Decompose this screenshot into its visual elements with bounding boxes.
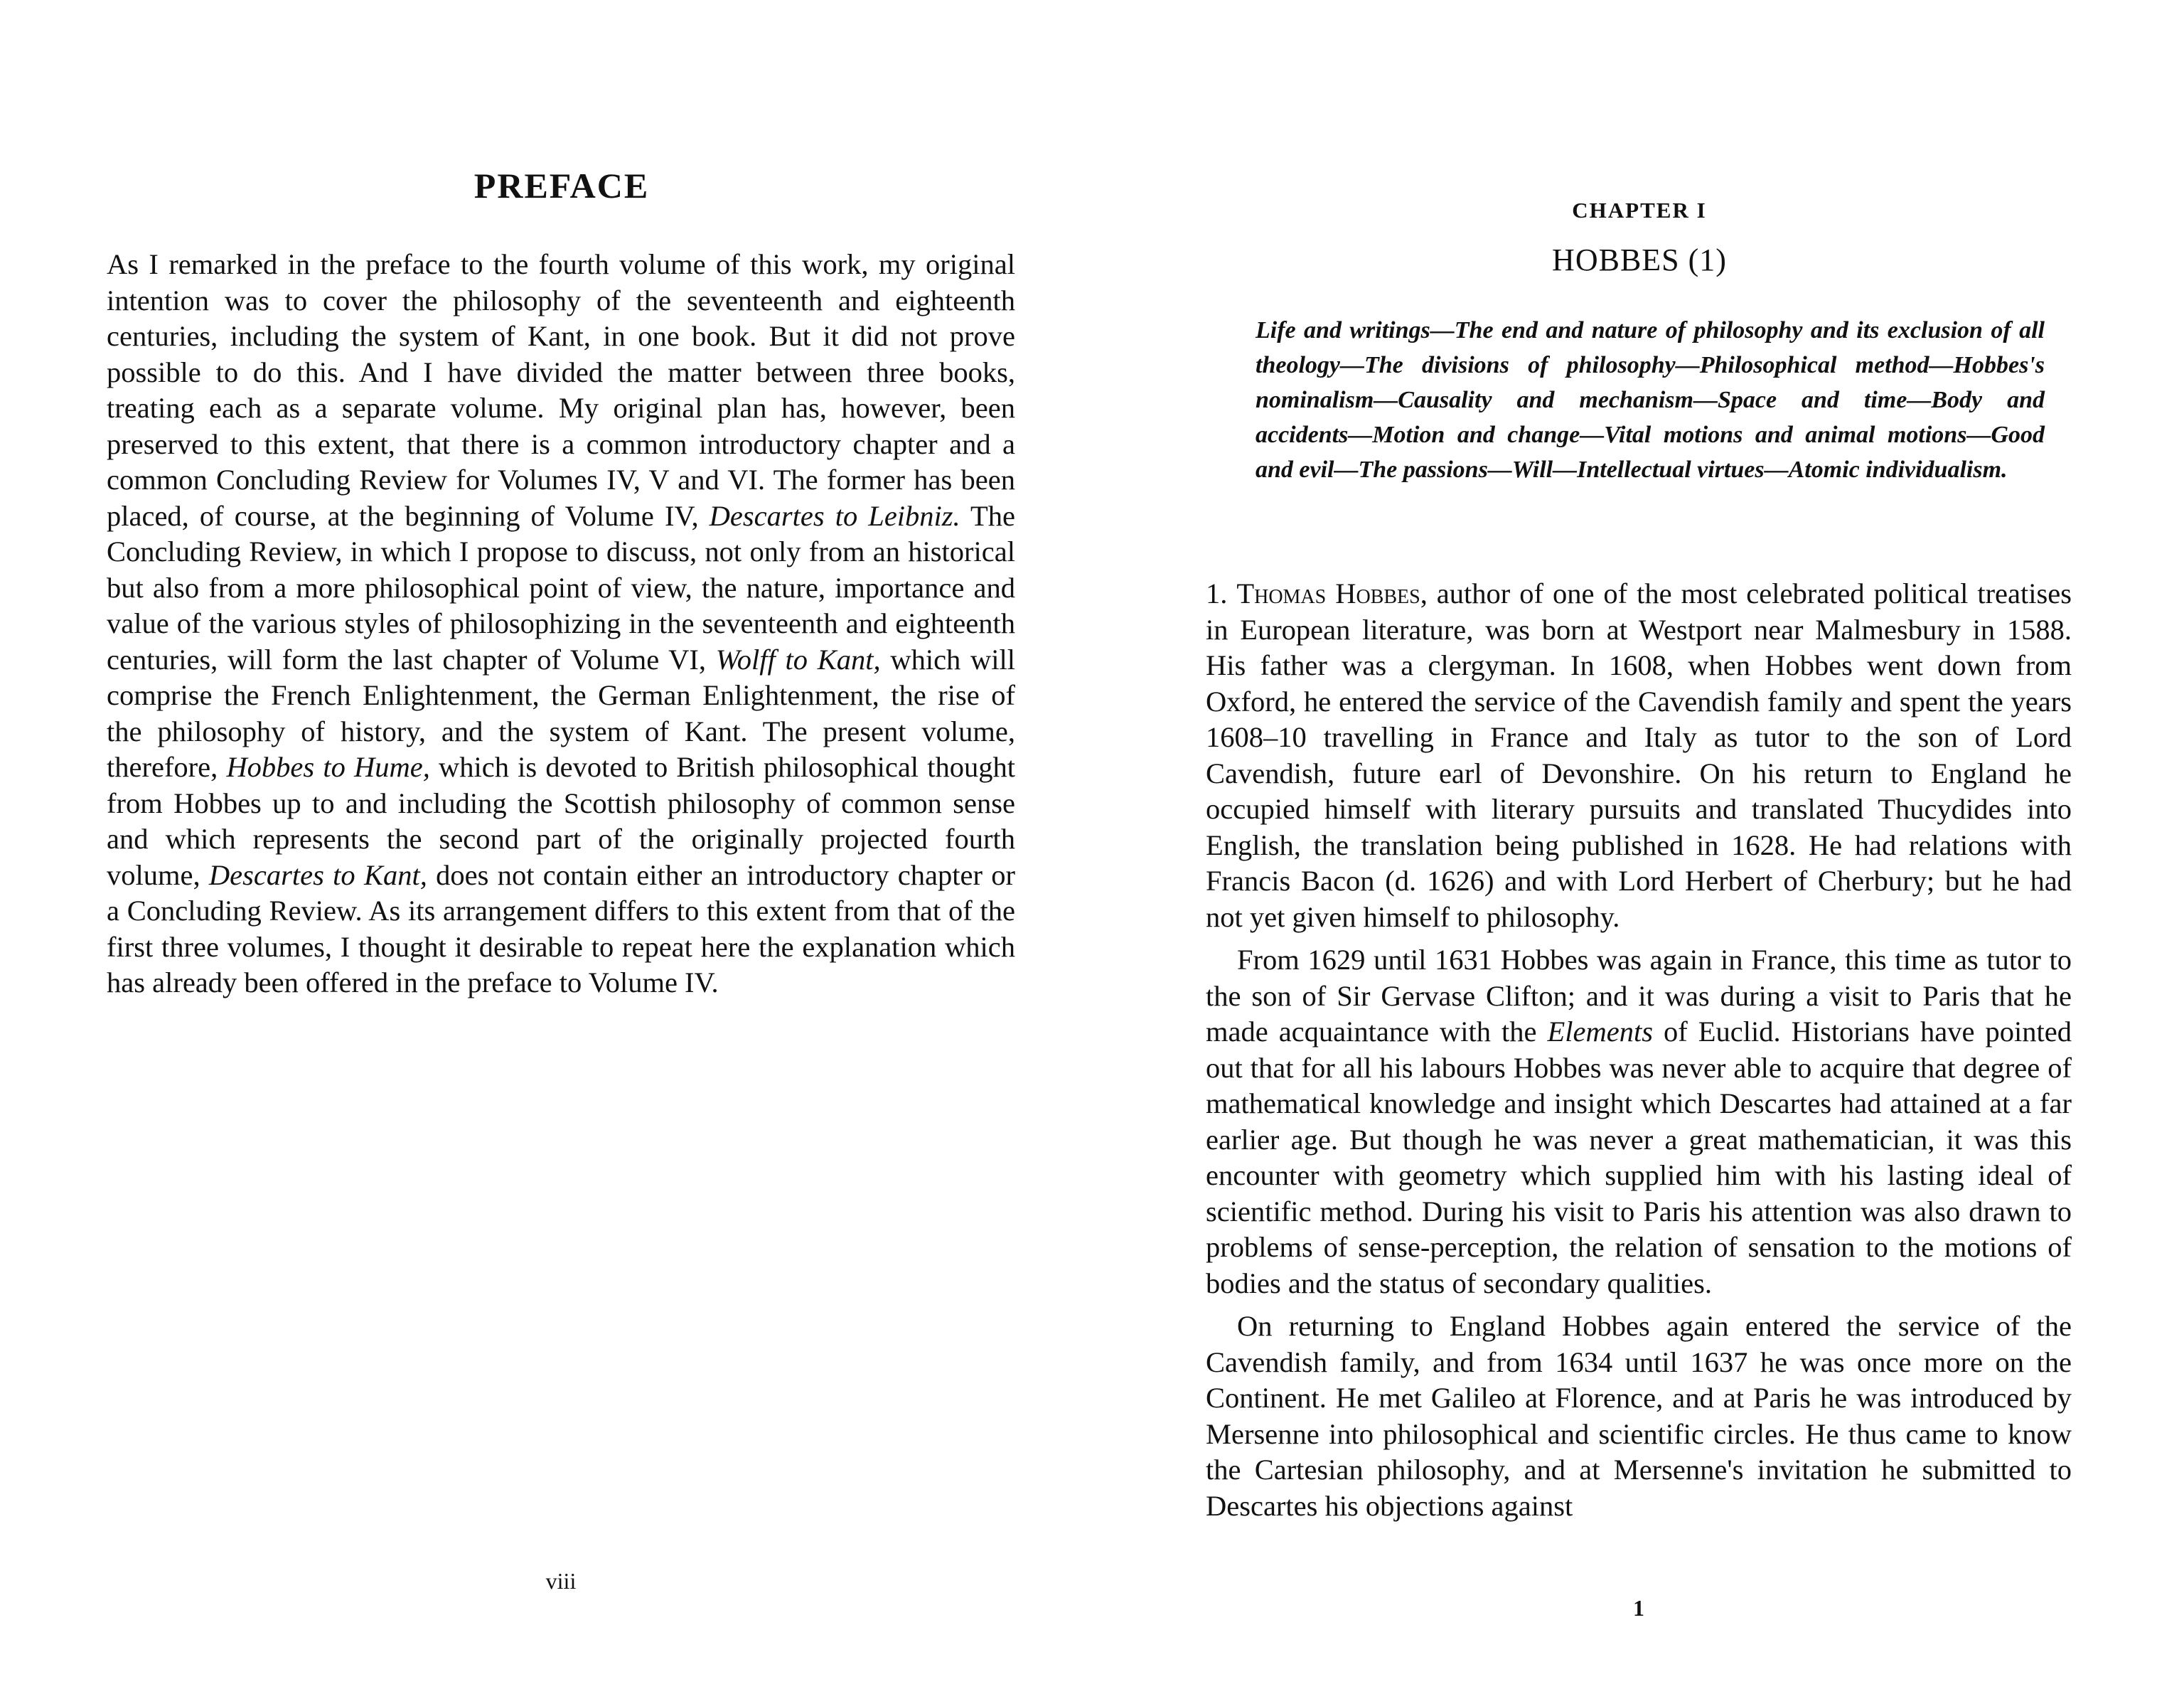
text-run: which is devoted to British philosophical thought from Hobbes up to and including the Scottish philosophy of common sense and which represents the second part of the originally projected fourth volume, <box>107 751 1015 891</box>
chapter-title: HOBBES (1) <box>1552 243 1727 277</box>
italic-text-run: Hobbes to Hume, <box>226 751 430 783</box>
chapter-paragraph <box>1206 576 2072 935</box>
text-run: The Concluding Review, in which I propose to discuss, not only from an historical but also from a more philosophical point of view, the nature, importance and value of the various styles of philosophizing in the seventeenth and eighteenth centuries, will form the last chapter of Volume VI, <box>107 499 1015 676</box>
text-run: As I remarked in the preface to the fourth volume of this work, my original intention was to cover the philosophy of the seventeenth and eighteenth centuries, including the system of Kant, in one book. But it did not prove possible to do this. And I have divided the matter between three books, treating each as a separate volume. My original plan has, however, been preserved to this extent, that there is a common introductory chapter and a common Concluding Review for Volumes IV, V and VI. The former has been placed, of course, at the beginning of Volume IV, <box>107 248 1015 532</box>
text-run: , author of one of the most celebrated political treatises in European literature, was born at Westport near Malmesbury in 1588. His father was a clergyman. In 1608, when Hobbes went down from Oxford, he entered the service of the Cavendish family and spent the years 1608–10 travelling in France and Italy as tutor to the son of Lord Cavendish, future earl of Devonshire. On his return to England he occupied himself with literary pursuits and translated Thucydides into English, the translation being published in 1628. He had relations with Francis Bacon (d. 1626) and with Lord Herbert of Cherbury; but he had not yet given himself to philosophy. <box>1206 577 2072 933</box>
text-run: of Euclid. Historians have pointed out that for all his labours Hobbes was never able to acquire that degree of mathematical knowledge and insight which Descartes had attained at a far earlier age. But though he was never a great mathematician, it was this encounter with geometry which supplied him with his lasting ideal of scientific method. During his visit to Paris his attention was also drawn to problems of sense-perception, the relation of sensation to the motions of bodies and the status of secondary qualities. <box>1206 1016 2072 1299</box>
preface-body <box>107 247 1015 1001</box>
chapter-synopsis: Life and writings—The end and nature of philosophy and its exclusion of all theology—The divisions of philosophy—Philosophical method—Hobbes's nominalism—Causality and mechanism—Space and time—Body and accidents—Motion and change—Vital motions and animal motions—Good and evil—The passions—Will—Intellectual virtues—Atomic individualism. <box>1256 317 2045 483</box>
text-run: which will comprise the French Enlightenment, the German Enlightenment, the rise of the philosophy of history, and the system of Kant. The present volume, therefore, <box>107 643 1016 783</box>
chapter-paragraph <box>1206 942 2072 1301</box>
right-page <box>1092 0 2184 1684</box>
chapter-body <box>1206 576 2072 1524</box>
text-run: On returning to England Hobbes again entered the service of the Cavendish family, and from 1634 until 1637 he was once more on the Continent. He met Galileo at Florence, and at Paris he was introduced by Mersenne into philosophical and scientific circles. He thus came to know the Cartesian philosophy, and at Mersenne's invitation he submitted to Descartes his objections against <box>1206 1310 2072 1522</box>
smallcaps-text-run: Thomas Hobbes <box>1236 577 1420 609</box>
italic-text-run: Wolff to Kant, <box>715 643 881 676</box>
text-run: does not contain either an introductory chapter or a Concluding Review. As its arrangement differs to this extent from that of the first three volumes, I thought it desirable to repeat here the explanation which has already been offered in the preface to Volume IV. <box>107 858 1015 998</box>
chapter-paragraph <box>1206 1309 2072 1524</box>
page-number: viii <box>545 1568 577 1594</box>
text-run: From 1629 until 1631 Hobbes was again in France, this time as tutor to the son of Sir Gervase Clifton; and it was during a visit to Paris that he made acquaintance with the <box>1206 944 2072 1048</box>
preface-paragraph <box>107 247 1015 1001</box>
text-run: 1. <box>1206 577 1237 609</box>
italic-text-run: Descartes to Kant, <box>208 858 427 891</box>
page-number: 1 <box>1633 1595 1644 1621</box>
italic-text-run: Descartes to Leibniz. <box>709 499 960 532</box>
chapter-label: CHAPTER I <box>1572 198 1707 223</box>
italic-text-run: Elements <box>1547 1016 1653 1048</box>
page-title: PREFACE <box>473 166 650 206</box>
